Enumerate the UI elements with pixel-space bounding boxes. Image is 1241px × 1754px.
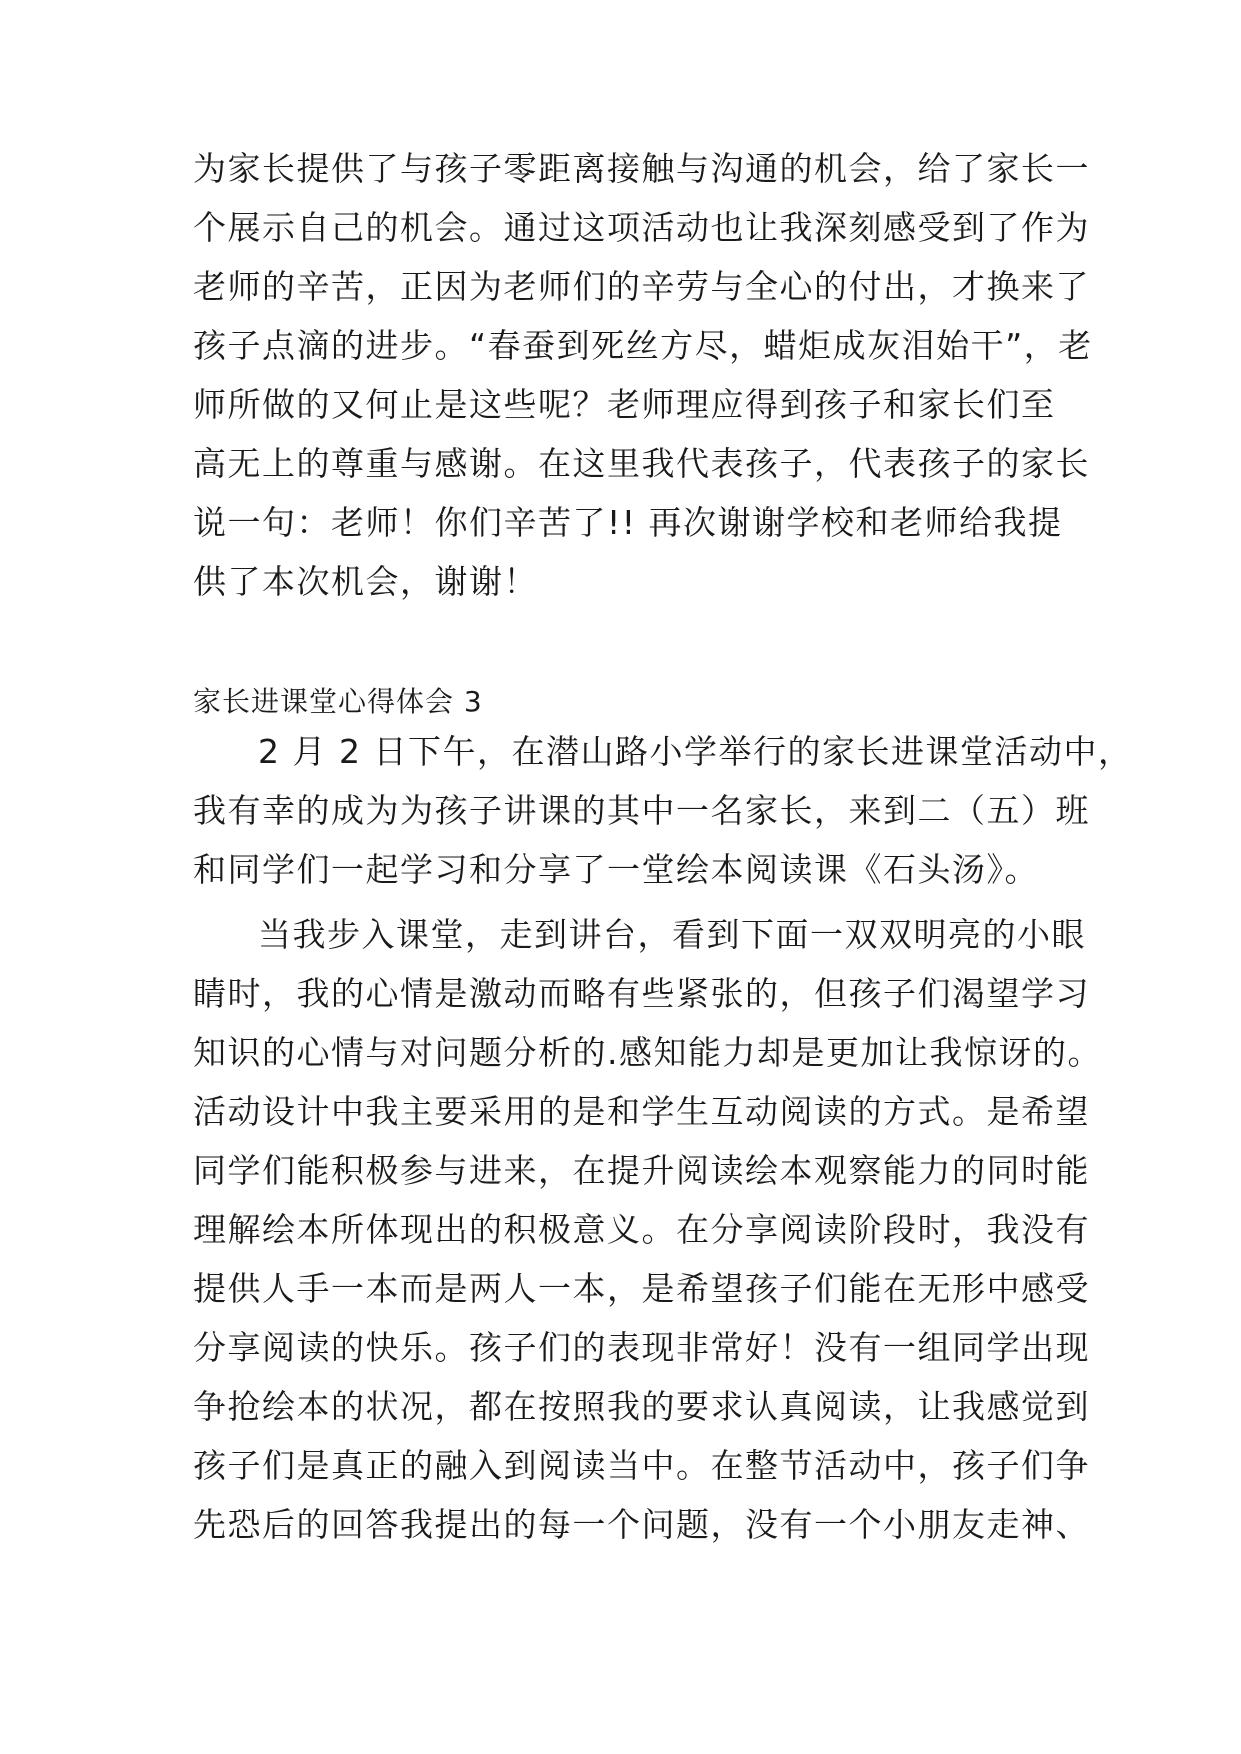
text-line: 理解绘本所体现出的积极意义。在分享阅读阶段时，我没有 (193, 1210, 1090, 1249)
text-line: 2 月 2 日下午，在潜山路小学举行的家长进课堂活动中， (258, 732, 1133, 771)
text-line: 分享阅读的快乐。孩子们的表现非常好！没有一组同学出现 (193, 1328, 1090, 1367)
text-line: 提供人手一本而是两人一本，是希望孩子们能在无形中感受 (193, 1269, 1090, 1308)
text-line: 高无上的尊重与感谢。在这里我代表孩子，代表孩子的家长 (193, 444, 1090, 483)
text-line: 说一句：老师！你们辛苦了!! 再次谢谢学校和老师给我提 (193, 503, 1063, 542)
text-line: 同学们能积极参与进来，在提升阅读绘本观察能力的同时能 (193, 1151, 1090, 1190)
text-line: 供了本次机会，谢谢！ (193, 562, 538, 601)
text-line: 我有幸的成为为孩子讲课的其中一名家长，来到二（五）班 (193, 791, 1090, 830)
text-line: 孩子点滴的进步。“春蚕到死丝方尽，蜡炬成灰泪始干”，老 (193, 326, 1093, 365)
text-line: 师所做的又何止是这些呢？老师理应得到孩子和家长们至 (193, 385, 1056, 424)
text-line: 当我步入课堂，走到讲台，看到下面一双双明亮的小眼 (258, 915, 1086, 954)
text-line: 争抢绘本的状况，都在按照我的要求认真阅读，让我感觉到 (193, 1387, 1090, 1426)
text-line: 个展示自己的机会。通过这项活动也让我深刻感受到了作为 (193, 208, 1090, 247)
text-line: 先恐后的回答我提出的每一个问题，没有一个小朋友走神、 (193, 1505, 1090, 1544)
text-line: 为家长提供了与孩子零距离接触与沟通的机会，给了家长一 (193, 149, 1090, 188)
text-line: 孩子们是真正的融入到阅读当中。在整节活动中，孩子们争 (193, 1446, 1090, 1485)
text-line: 老师的辛苦，正因为老师们的辛劳与全心的付出，才换来了 (193, 267, 1090, 306)
text-line: 活动设计中我主要采用的是和学生互动阅读的方式。是希望 (193, 1092, 1090, 1131)
text-line: 和同学们一起学习和分享了一堂绘本阅读课《石头汤》。 (193, 850, 1039, 889)
text-line: 睛时，我的心情是激动而略有些紧张的，但孩子们渴望学习 (193, 974, 1090, 1013)
text-line: 知识的心情与对问题分析的.感知能力却是更加让我惊讶的。 (193, 1033, 1102, 1072)
section-heading: 家长进课堂心得体会 3 (193, 685, 483, 718)
